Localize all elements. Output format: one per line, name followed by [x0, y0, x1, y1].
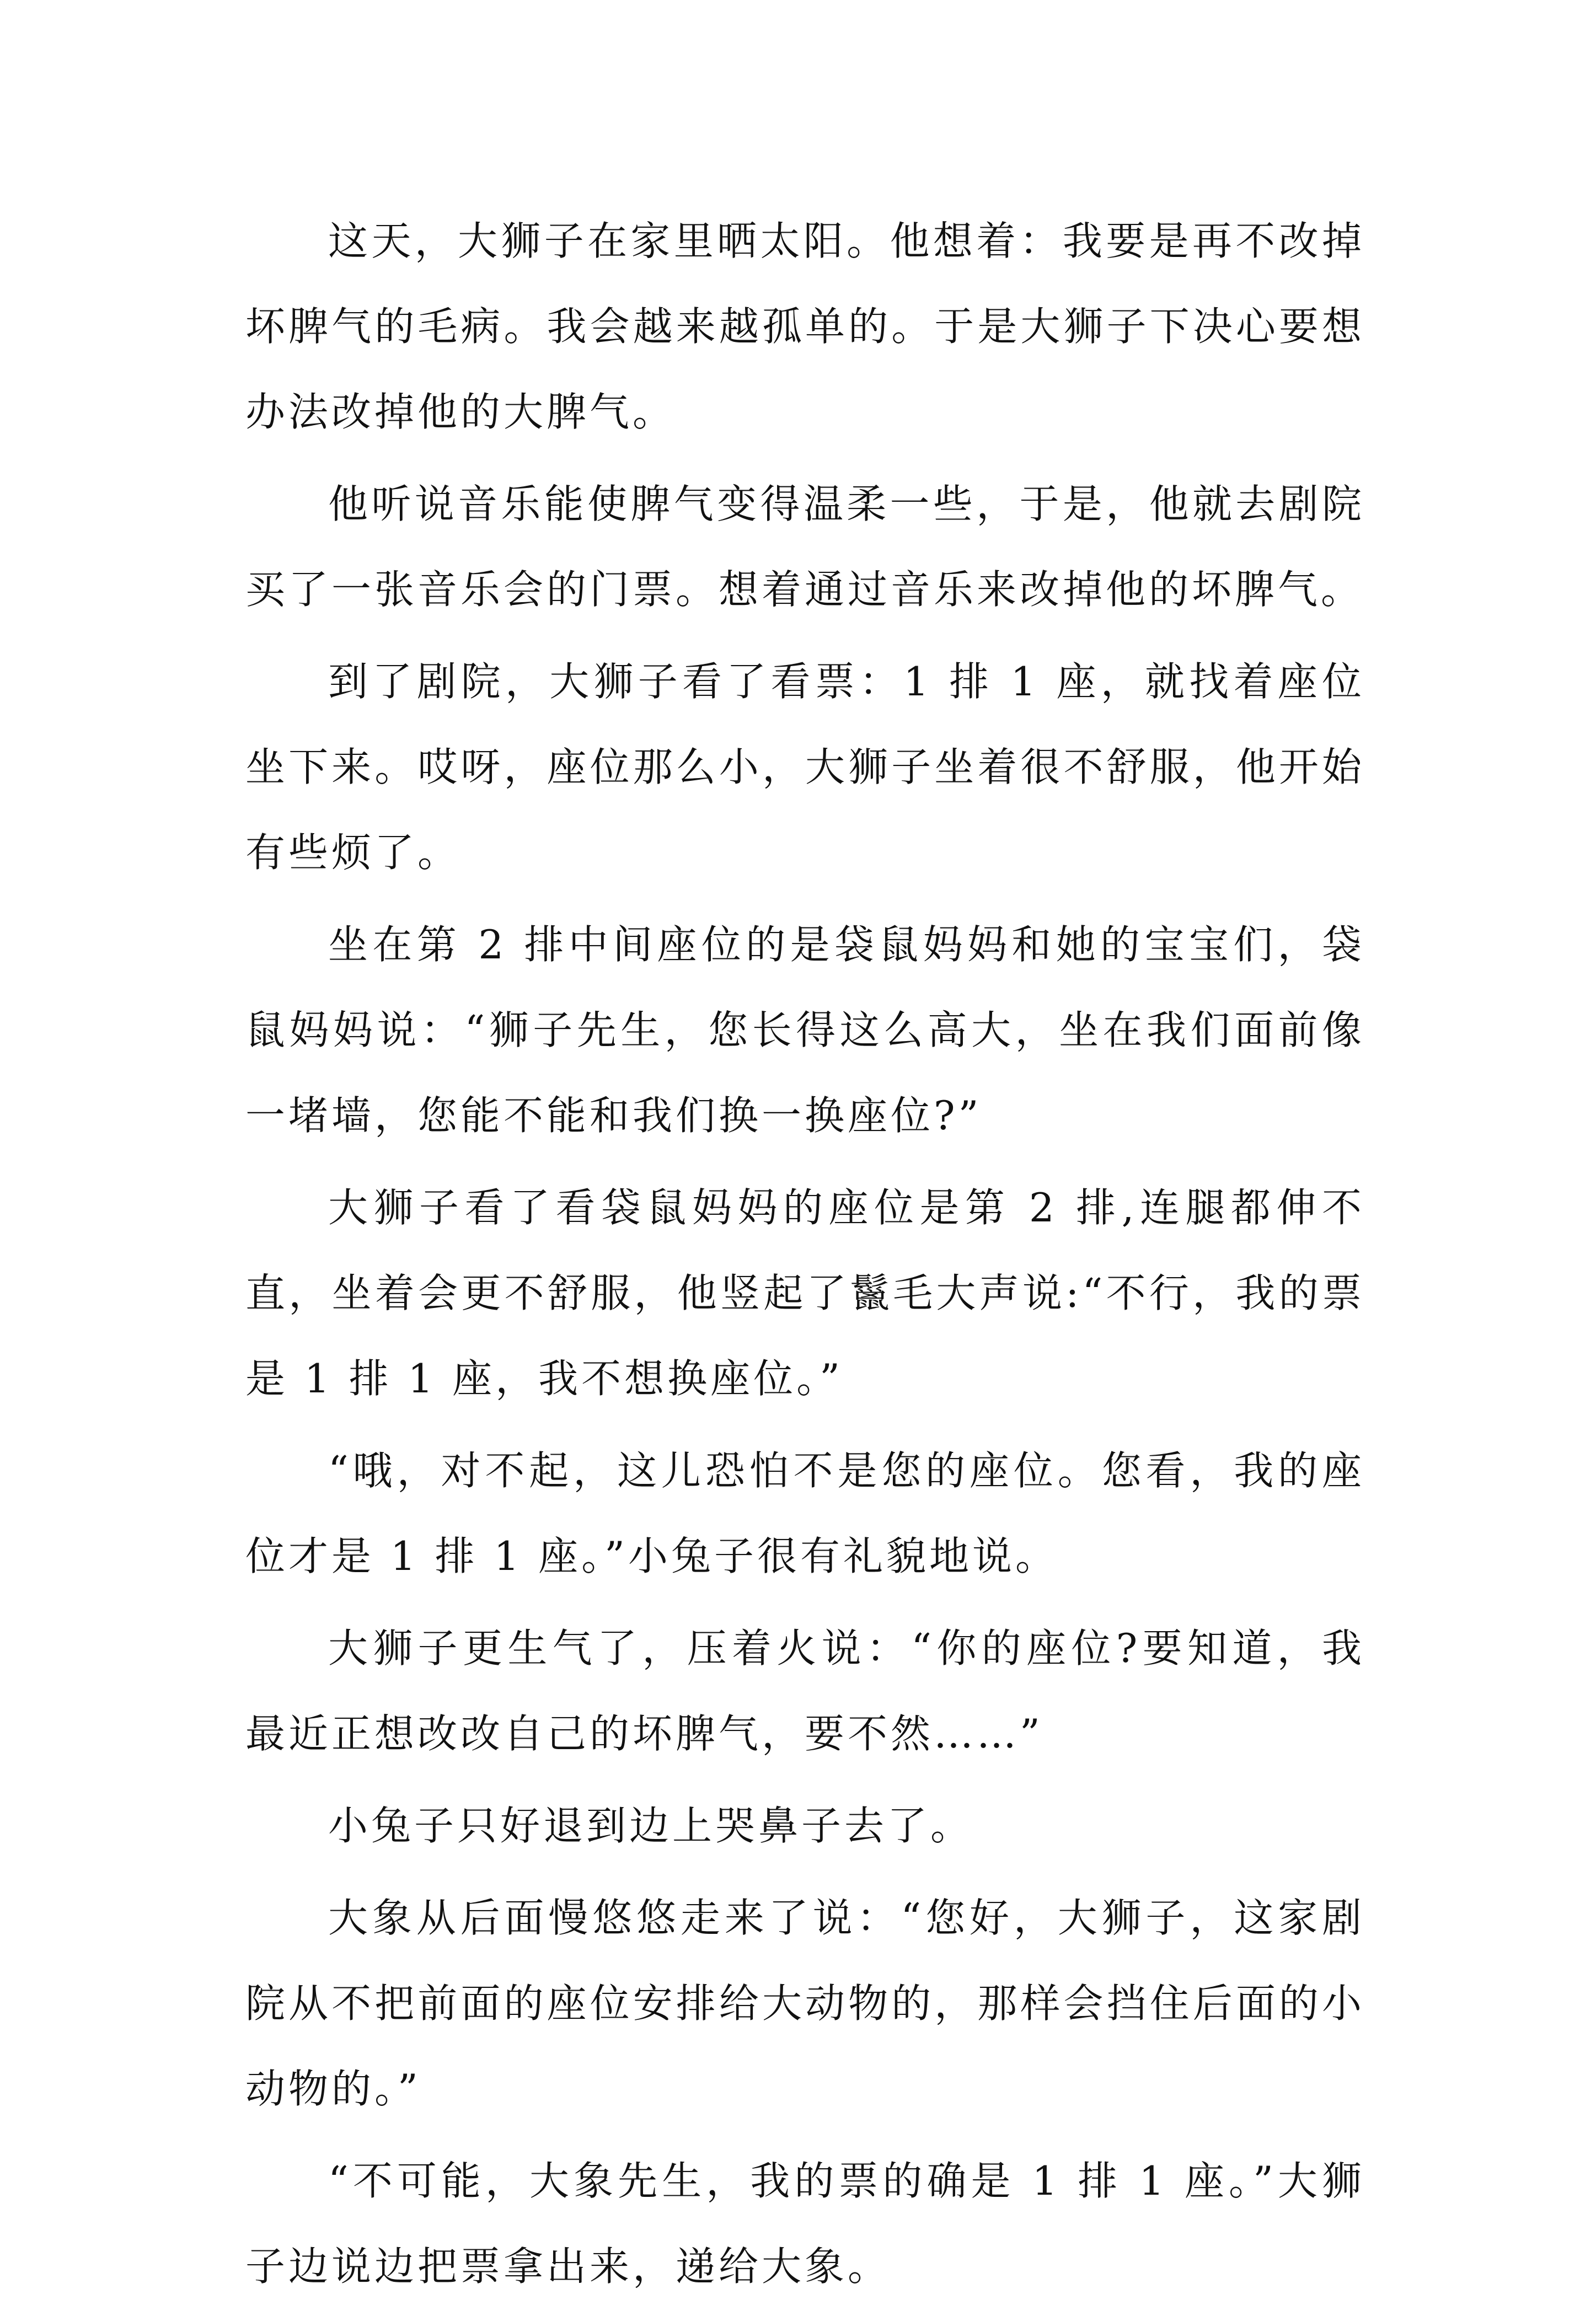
- paragraph: 大狮子更生气了，压着火说：“你的座位?要知道，我最近正想改改自己的坏脾气，要不然……”: [245, 1625, 1365, 1757]
- paragraph: “哦，对不起，这儿恐怕不是您的座位。您看，我的座位才是 1 排 1 座。”小兔子很有礼貌地说。: [245, 1447, 1365, 1579]
- paragraph: 大狮子看了看袋鼠妈妈的座位是第 2 排,连腿都伸不直，坐着会更不舒服，他竖起了鬣毛大声说:“不行，我的票是 1 排 1 座，我不想换座位。”: [245, 1184, 1365, 1402]
- paragraph: 到了剧院，大狮子看了看票：1 排 1 座，就找着座位坐下来。哎呀，座位那么小，大狮子坐着很不舒服，他开始有些烦了。: [245, 658, 1365, 876]
- paragraph: 坐在第 2 排中间座位的是袋鼠妈妈和她的宝宝们，袋鼠妈妈说：“狮子先生，您长得这么高大，坐在我们面前像一堵墙，您能不能和我们换一换座位?”: [245, 921, 1365, 1139]
- paragraph: 小兔子只好退到边上哭鼻子去了。: [328, 1803, 974, 1849]
- paragraph: 大象从后面慢悠悠走来了说：“您好，大狮子，这家剧院从不把前面的座位安排给大动物的，那样会挡住后面的小动物的。”: [245, 1895, 1365, 2112]
- paragraph: “不可能，大象先生，我的票的确是 1 排 1 座。”大狮子边说边把票拿出来，递给大象。: [245, 2158, 1365, 2290]
- paragraph: 他听说音乐能使脾气变得温柔一些，于是，他就去剧院买了一张音乐会的门票。想着通过音乐来改掉他的坏脾气。: [245, 481, 1365, 613]
- story-text: [245, 199, 1365, 2316]
- paragraph: 这天，大狮子在家里晒太阳。他想着：我要是再不改掉坏脾气的毛病。我会越来越孤单的。于是大狮子下决心要想办法改掉他的大脾气。: [245, 218, 1365, 435]
